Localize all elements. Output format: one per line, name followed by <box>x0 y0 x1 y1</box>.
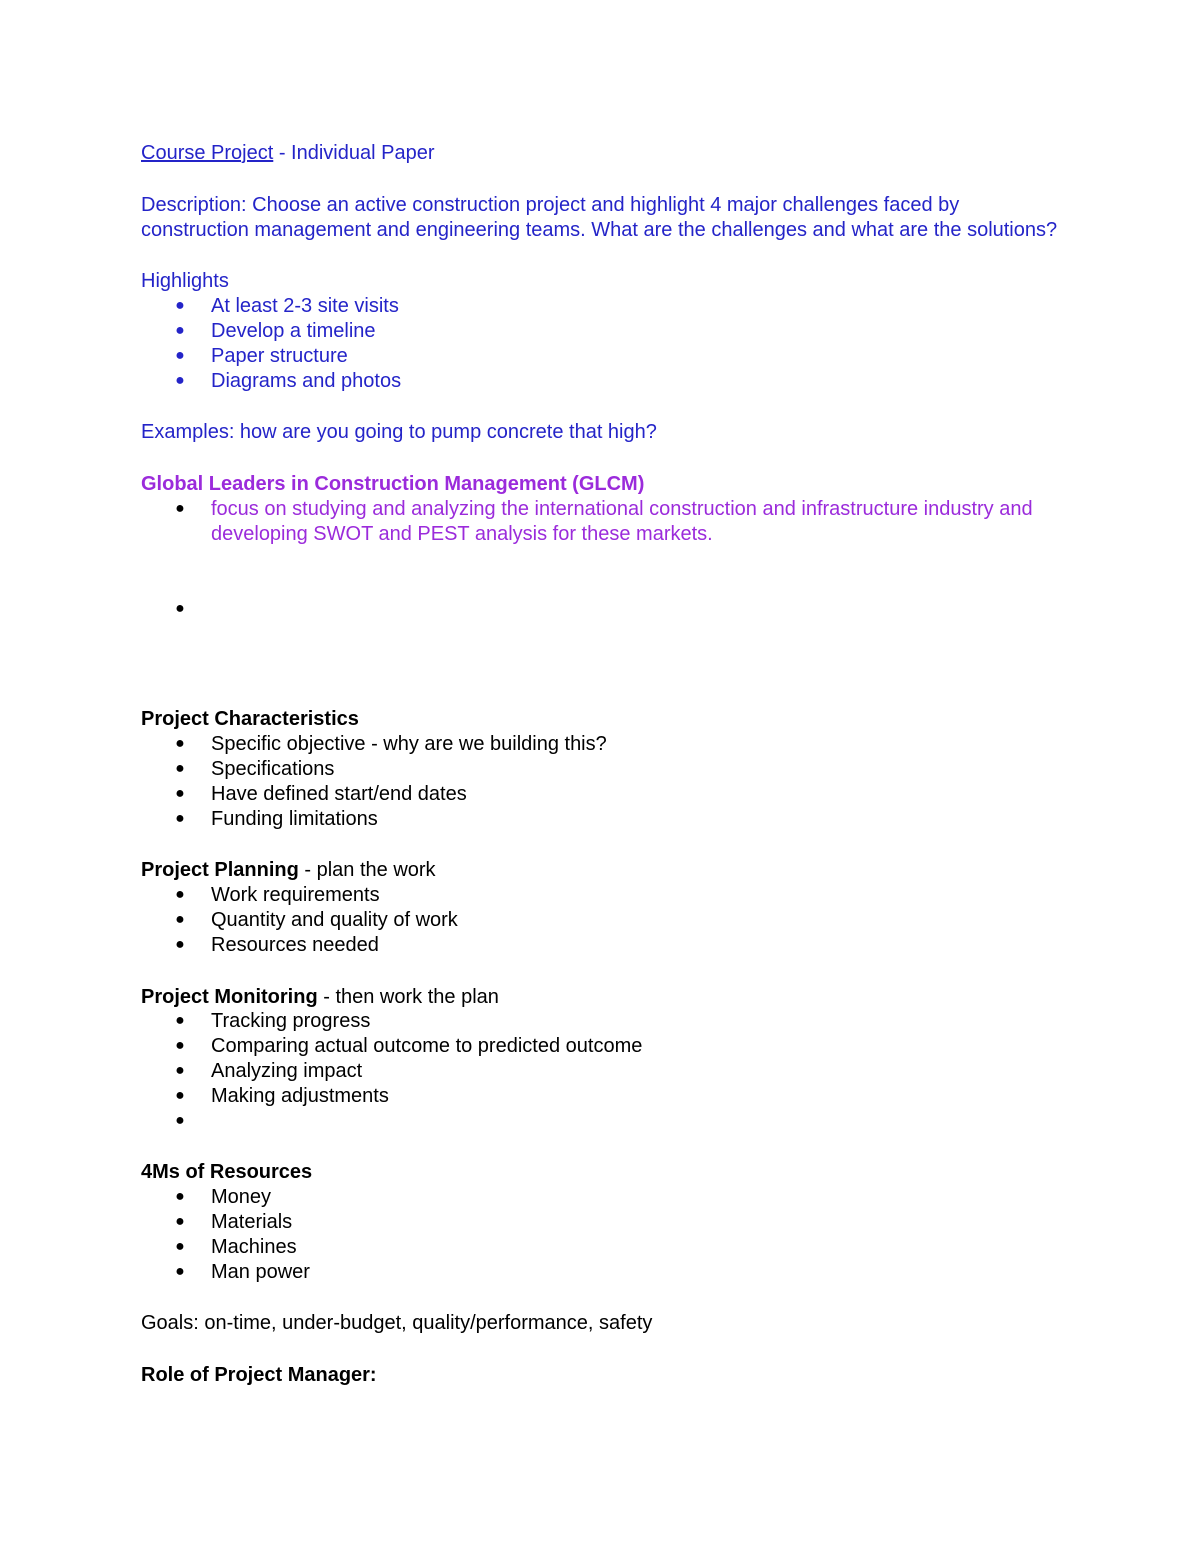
bullet-icon: ● <box>175 499 185 517</box>
spacer <box>141 621 1071 707</box>
role-heading: Role of Project Manager: <box>141 1364 377 1387</box>
list-item: ● Work requirements <box>175 884 380 907</box>
monitoring-list <box>141 1009 1071 1133</box>
list-item: ● focus on studying and analyzing the international construction and infrastructure industry and developing SWOT and PEST analysis for these markets. <box>175 497 1033 545</box>
planning-heading: Project Planning <box>141 859 299 882</box>
list-item: ● Money <box>175 1186 272 1209</box>
list-item: ● Analyzing impact <box>175 1059 363 1082</box>
resources-list <box>141 1185 1071 1284</box>
course-project-link[interactable]: Course Project <box>141 142 274 164</box>
list-item: ● Resources needed <box>175 933 379 956</box>
spacer <box>141 393 1071 420</box>
bullet-icon: ● <box>175 759 185 777</box>
bullet-icon: ● <box>175 735 185 753</box>
bullet-icon: ● <box>175 1111 185 1129</box>
list-item: ● Paper structure <box>175 344 348 367</box>
list-item: ● Comparing actual outcome to predicted outcome <box>175 1035 643 1058</box>
list-item: ● Quantity and quality of work <box>175 908 458 931</box>
bullet-icon: ● <box>175 1061 185 1079</box>
goals-text: Goals: on-time, under-budget, quality/performance, safety <box>141 1312 653 1335</box>
examples-text: Examples: how are you going to pump concrete that high? <box>141 421 657 444</box>
spacer <box>141 1284 1071 1311</box>
characteristics-heading: Project Characteristics <box>141 708 359 731</box>
bullet-icon: ● <box>175 321 185 339</box>
document-body <box>141 141 1071 1388</box>
planning-list <box>141 883 1071 957</box>
list-item: ● Specifications <box>175 757 335 780</box>
list-item: ● Diagrams and photos <box>175 369 402 392</box>
spacer <box>141 831 1071 858</box>
description-text: Description: Choose an active construction project and highlight 4 major challenges faced by construction management and engineering teams. What are the challenges and what are the solutions? <box>141 193 1058 241</box>
list-item: ● Tracking progress <box>175 1010 371 1033</box>
characteristics-list <box>141 732 1071 831</box>
bullet-icon: ● <box>175 371 185 389</box>
glcm-empty-list <box>141 597 1071 622</box>
bullet-icon: ● <box>175 784 185 802</box>
monitoring-heading-line <box>141 985 1071 1010</box>
resources-heading: 4Ms of Resources <box>141 1161 313 1184</box>
list-item: ● Funding limitations <box>175 807 378 830</box>
list-item: ● Specific objective - why are we building this? <box>175 733 607 756</box>
spacer <box>141 445 1071 472</box>
bullet-icon: ● <box>175 910 185 928</box>
spacer <box>141 1336 1071 1363</box>
list-item: ● Materials <box>175 1210 293 1233</box>
list-item <box>141 597 1071 622</box>
paper-title <box>141 141 1071 166</box>
bullet-icon: ● <box>175 346 185 364</box>
monitoring-suffix: - then work the plan <box>317 985 499 1008</box>
glcm-heading: Global Leaders in Construction Management (GLCM) <box>141 473 645 496</box>
highlights-heading: Highlights <box>141 270 229 293</box>
list-item: ● At least 2-3 site visits <box>175 295 399 318</box>
bullet-icon: ● <box>175 809 185 827</box>
list-item: ● Have defined start/end dates <box>175 782 467 805</box>
list-item <box>141 1109 1071 1134</box>
glcm-list <box>141 497 1071 547</box>
bullet-icon: ● <box>175 935 185 953</box>
monitoring-heading: Project Monitoring <box>141 985 318 1008</box>
planning-suffix: - plan the work <box>298 859 436 882</box>
bullet-icon: ● <box>175 1188 185 1206</box>
spacer <box>141 166 1071 193</box>
spacer <box>141 1133 1071 1160</box>
list-item: ● Making adjustments <box>175 1084 389 1107</box>
bullet-icon: ● <box>175 1012 185 1030</box>
bullet-icon: ● <box>175 297 185 315</box>
bullet-icon: ● <box>175 1237 185 1255</box>
bullet-icon: ● <box>175 1086 185 1104</box>
list-item: ● Develop a timeline <box>175 319 376 342</box>
bullet-icon: ● <box>175 1262 185 1280</box>
list-item: ● Machines <box>175 1235 297 1258</box>
bullet-icon: ● <box>175 1037 185 1055</box>
bullet-icon: ● <box>175 886 185 904</box>
bullet-icon: ● <box>175 1212 185 1230</box>
planning-heading-line <box>141 858 1071 883</box>
list-item: ● Man power <box>175 1260 310 1283</box>
spacer <box>141 242 1071 269</box>
paper-title-rest: - Individual Paper <box>273 142 435 164</box>
highlights-list <box>141 294 1071 393</box>
spacer <box>141 958 1071 985</box>
bullet-icon: ● <box>175 599 185 617</box>
spacer <box>141 547 1071 597</box>
